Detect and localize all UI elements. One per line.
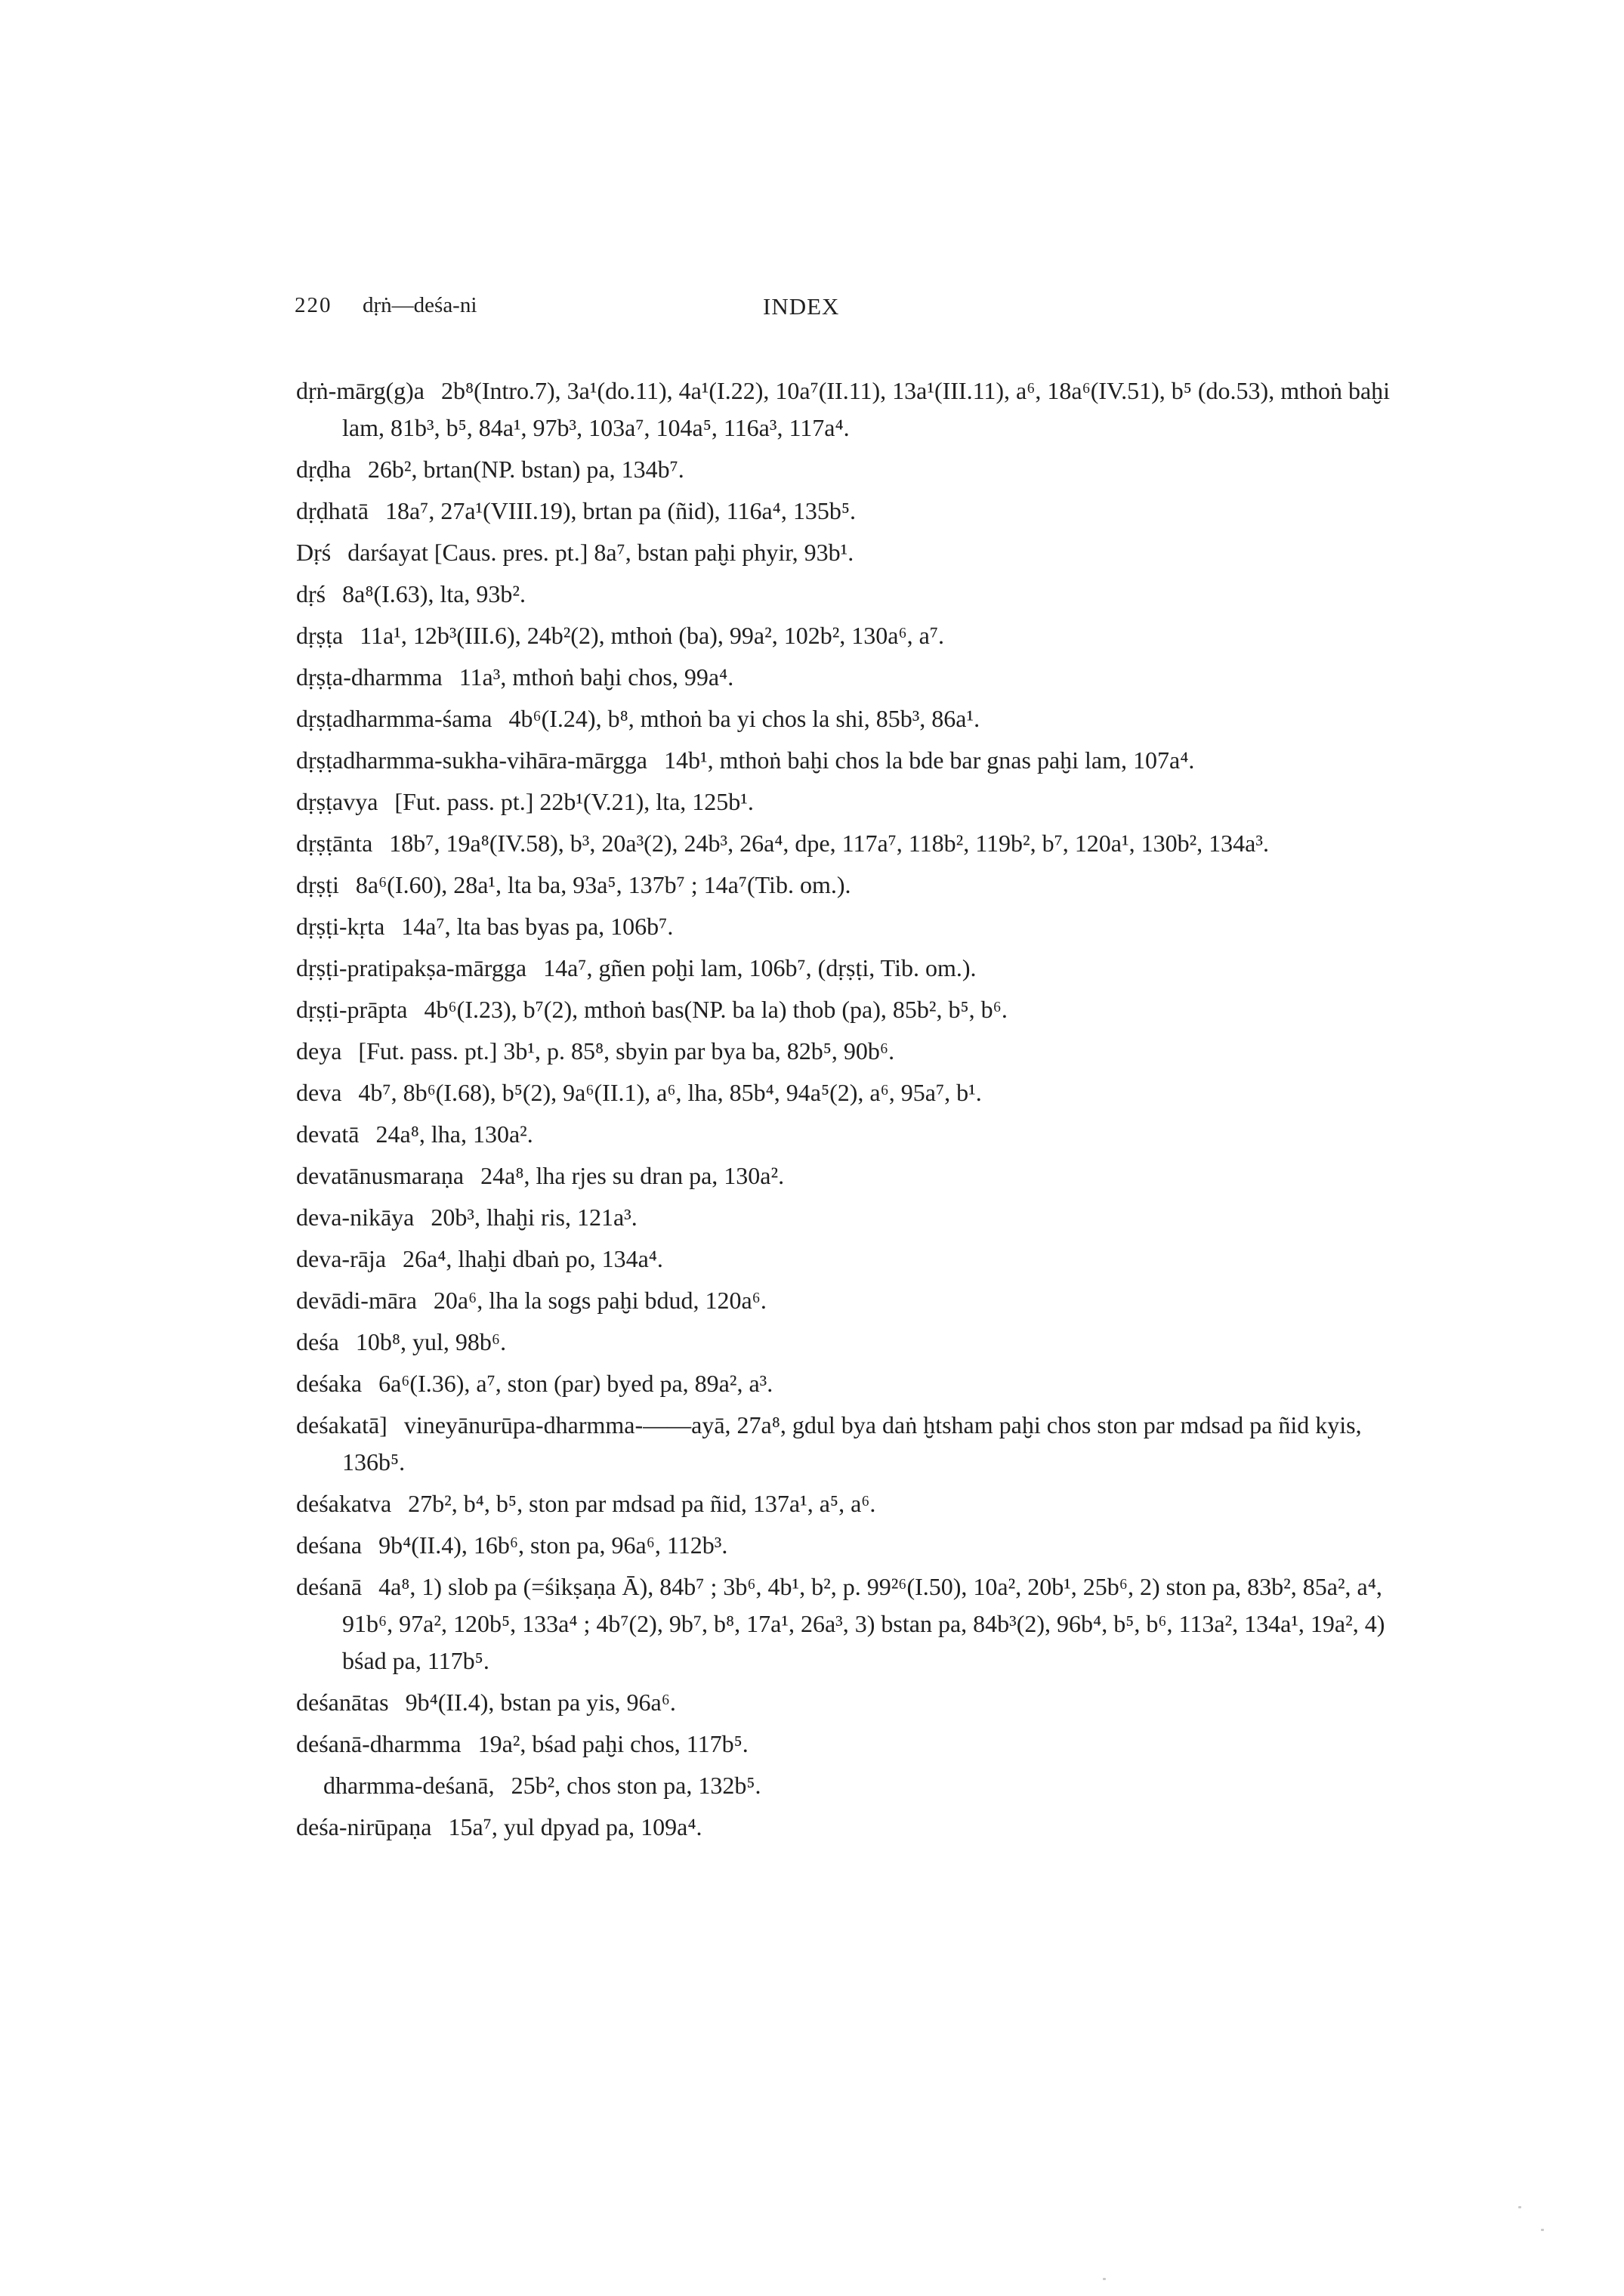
entry-references: 8a⁶(I.60), 28a¹, lta ba, 93a⁵, 137b⁷ ; 14a⁷(Tib. om.). xyxy=(355,871,851,898)
entry-headword: dṛṣṭi-prāpta xyxy=(296,996,408,1023)
entry-headword: dṛś xyxy=(296,580,326,607)
index-entry xyxy=(296,1809,1406,1846)
entry-references: 20b³, lhaḫi ris, 121a³. xyxy=(431,1204,638,1231)
index-entry xyxy=(296,576,1406,613)
entry-headword: Dṛś xyxy=(296,539,332,566)
entry-references: 14a⁷, gñen poḫi lam, 106b⁷, (dṛṣṭi, Tib. om.). xyxy=(543,954,977,981)
entry-references: 19a², bśad paḫi chos, 117b⁵. xyxy=(477,1730,749,1757)
page-number: 220 xyxy=(295,293,332,317)
index-entry xyxy=(296,1365,1406,1402)
entry-references: 4b⁶(I.24), b⁸, mthoṅ ba yi chos la shi, 85b³, 86a¹. xyxy=(508,705,980,732)
index-entry xyxy=(296,1485,1406,1522)
entry-references: 26a⁴, lhaḫi dbaṅ po, 134a⁴. xyxy=(403,1245,663,1272)
index-entry xyxy=(296,1074,1406,1111)
entry-headword: dṛṣṭi xyxy=(296,871,339,898)
entry-headword: dharmma-deśanā, xyxy=(323,1772,495,1799)
index-entry xyxy=(296,1282,1406,1319)
index-entry xyxy=(296,867,1406,904)
entry-headword: dṛṣṭadharmma-sukha-vihāra-mārgga xyxy=(296,746,647,774)
index-entry xyxy=(296,825,1406,862)
index-entry xyxy=(296,1684,1406,1721)
entry-headword: deśa-nirūpaṇa xyxy=(296,1813,432,1840)
index-entry xyxy=(296,617,1406,654)
entry-references: 24a⁸, lha, 130a². xyxy=(375,1120,533,1148)
entry-headword: dṛḍha xyxy=(296,456,351,483)
index-entry xyxy=(296,493,1406,530)
entry-references: 25b², chos ston pa, 132b⁵. xyxy=(511,1772,761,1799)
entry-references: 15a⁷, yul dpyad pa, 109a⁴. xyxy=(448,1813,702,1840)
entry-headword: dṛṅ-mārg(g)a xyxy=(296,377,425,404)
scan-speck xyxy=(1103,2278,1106,2280)
index-entry xyxy=(296,908,1406,945)
index-entry xyxy=(296,451,1406,488)
entry-references: 10b⁸, yul, 98b⁶. xyxy=(355,1328,507,1355)
entry-headword: devatānusmaraṇa xyxy=(296,1162,465,1189)
index-entry xyxy=(296,1407,1406,1481)
entry-references: 14b¹, mthoṅ baḫi chos la bde bar gnas paḫi lam, 107a⁴. xyxy=(664,746,1195,774)
entry-headword: dṛṣṭi-kṛta xyxy=(296,913,385,940)
index-entry xyxy=(296,1527,1406,1564)
index-entry-list xyxy=(296,372,1406,1850)
section-title: INDEX xyxy=(763,293,840,320)
index-entry xyxy=(296,534,1406,571)
entry-headword: deśanātas xyxy=(296,1689,389,1716)
entry-references: 18b⁷, 19a⁸(IV.58), b³, 20a³(2), 24b³, 26a⁴, dpe, 117a⁷, 118b², 119b², b⁷, 120a¹, 130b², 134a³. xyxy=(389,830,1269,857)
index-entry xyxy=(296,700,1406,737)
entry-references: 27b², b⁴, b⁵, ston par mdsad pa ñid, 137a¹, a⁵, a⁶. xyxy=(408,1490,876,1517)
entry-references: 4a⁸, 1) slob pa (=śikṣaṇa Ā), 84b⁷ ; 3b⁶, 4b¹, b², p. 99²⁶(I.50), 10a², 20b¹, 25b⁶, 2) ston pa, 83b², 85a², a⁴, 91b⁶, 97a², 120b⁵, 133a⁴ ; 4b⁷(2), 9b⁷, b⁸, 17a¹, 26a³, 3) bstan pa, 84b³(2), 96b⁴, b⁵, b⁶, 113a², 134a¹, 19a², 4) bśad pa, 117b⁵. xyxy=(342,1573,1385,1674)
scan-speck xyxy=(1541,2229,1544,2231)
entry-headword: deśana xyxy=(296,1531,363,1559)
index-entry xyxy=(296,1568,1406,1680)
index-entry xyxy=(296,1199,1406,1236)
entry-headword: deśa xyxy=(296,1328,339,1355)
entry-headword: dṛṣṭadharmma-śama xyxy=(296,705,492,732)
entry-headword: deśanā-dharmma xyxy=(296,1730,462,1757)
entry-headword: deya xyxy=(296,1037,342,1065)
entry-references: [Fut. pass. pt.] 22b¹(V.21), lta, 125b¹. xyxy=(394,788,754,815)
entry-references: 14a⁷, lta bas byas pa, 106b⁷. xyxy=(401,913,674,940)
entry-headword: devatā xyxy=(296,1120,360,1148)
index-entry xyxy=(296,991,1406,1028)
index-entry xyxy=(296,783,1406,820)
entry-headword: deva-rāja xyxy=(296,1245,387,1272)
entry-references: 11a¹, 12b³(III.6), 24b²(2), mthoṅ (ba), 99a², 102b², 130a⁶, a⁷. xyxy=(360,622,944,649)
index-entry xyxy=(296,742,1406,779)
entry-references: vineyānurūpa-dharmma-——ayā, 27a⁸, gdul bya daṅ ḫtsham paḫi chos ston par mdsad pa ñid kyis, 136b⁵. xyxy=(342,1411,1362,1476)
entry-headword: dṛṣṭa xyxy=(296,622,344,649)
index-entry xyxy=(296,1033,1406,1070)
entry-references: 9b⁴(II.4), bstan pa yis, 96a⁶. xyxy=(405,1689,676,1716)
entry-headword: deva-nikāya xyxy=(296,1204,415,1231)
index-entry xyxy=(296,1116,1406,1153)
entry-references: 6a⁶(I.36), a⁷, ston (par) byed pa, 89a², a³. xyxy=(378,1370,773,1397)
entry-headword: dṛṣṭi-pratipakṣa-mārgga xyxy=(296,954,527,981)
entry-headword: deva xyxy=(296,1079,342,1106)
index-entry xyxy=(323,1767,1406,1804)
entry-references: darśayat [Caus. pres. pt.] 8a⁷, bstan paḫi phyir, 93b¹. xyxy=(347,539,854,566)
index-entry xyxy=(296,950,1406,987)
entry-headword: devādi-māra xyxy=(296,1287,417,1314)
index-entry xyxy=(296,1157,1406,1194)
index-entry xyxy=(296,659,1406,696)
entry-references: [Fut. pass. pt.] 3b¹, p. 85⁸, sbyin par bya ba, 82b⁵, 90b⁶. xyxy=(358,1037,895,1065)
entry-headword: deśakatva xyxy=(296,1490,392,1517)
index-entry xyxy=(296,1726,1406,1763)
running-head: dṛṅ—deśa-ni xyxy=(363,293,477,317)
entry-references: 11a³, mthoṅ baḫi chos, 99a⁴. xyxy=(458,663,734,691)
index-entry xyxy=(296,1324,1406,1361)
index-entry xyxy=(296,1241,1406,1278)
entry-headword: dṛḍhatā xyxy=(296,497,369,524)
entry-headword: dṛṣṭānta xyxy=(296,830,373,857)
entry-references: 26b², brtan(NP. bstan) pa, 134b⁷. xyxy=(367,456,684,483)
entry-references: 2b⁸(Intro.7), 3a¹(do.11), 4a¹(I.22), 10a⁷(II.11), 13a¹(III.11), a⁶, 18a⁶(IV.51), b⁵ (do.53), mthoṅ baḫi lam, 81b³, b⁵, 84a¹, 97b³, 103a⁷, 104a⁵, 116a³, 117a⁴. xyxy=(342,377,1391,441)
index-entry xyxy=(296,372,1406,447)
entry-headword: deśakatā] xyxy=(296,1411,387,1438)
entry-references: 8a⁸(I.63), lta, 93b². xyxy=(342,580,526,607)
scan-speck xyxy=(1518,2206,1521,2208)
entry-references: 24a⁸, lha rjes su dran pa, 130a². xyxy=(480,1162,785,1189)
entry-headword: deśanā xyxy=(296,1573,363,1600)
entry-references: 20a⁶, lha la sogs paḫi bdud, 120a⁶. xyxy=(433,1287,767,1314)
entry-headword: deśaka xyxy=(296,1370,363,1397)
entry-references: 18a⁷, 27a¹(VIII.19), brtan pa (ñid), 116a⁴, 135b⁵. xyxy=(384,497,856,524)
entry-references: 9b⁴(II.4), 16b⁶, ston pa, 96a⁶, 112b³. xyxy=(378,1531,728,1559)
entry-headword: dṛṣṭa-dharmma xyxy=(296,663,443,691)
page-header xyxy=(295,293,1352,323)
entry-headword: dṛṣṭavya xyxy=(296,788,378,815)
entry-references: 4b⁷, 8b⁶(I.68), b⁵(2), 9a⁶(II.1), a⁶, lha, 85b⁴, 94a⁵(2), a⁶, 95a⁷, b¹. xyxy=(358,1079,982,1106)
entry-references: 4b⁶(I.23), b⁷(2), mthoṅ bas(NP. ba la) thob (pa), 85b², b⁵, b⁶. xyxy=(424,996,1008,1023)
